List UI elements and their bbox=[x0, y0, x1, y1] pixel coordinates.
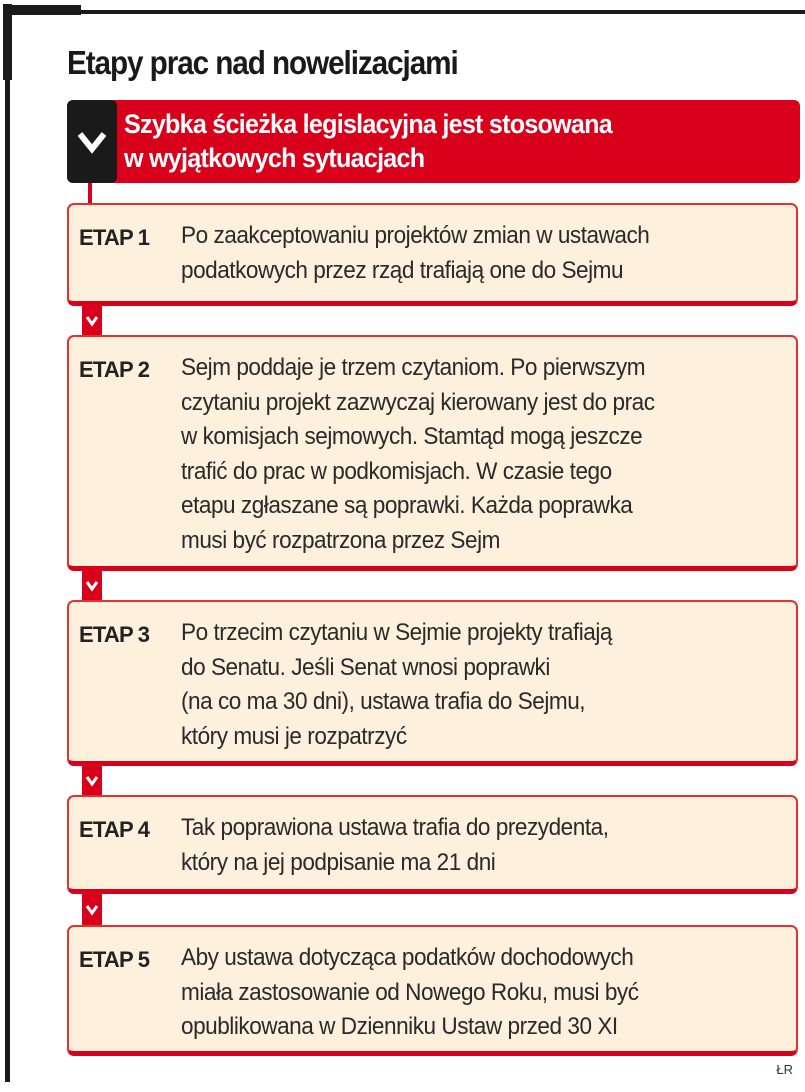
stage-text-line: do Senatu. Jeśli Senat wnosi poprawki bbox=[181, 653, 550, 681]
banner-line: w wyjątkowych sytuacjach bbox=[124, 143, 425, 173]
stage-text bbox=[181, 616, 640, 754]
stage-text-line: podatkowych przez rząd trafiają one do Sejmu bbox=[181, 256, 624, 284]
fast-track-banner bbox=[67, 100, 800, 183]
banner-text bbox=[124, 107, 612, 175]
chevron-down-icon bbox=[85, 315, 99, 327]
chevron-down-icon bbox=[85, 904, 99, 916]
stage-text-line: etapu zgłaszane są poprawki. Każda poprawka bbox=[181, 492, 633, 519]
stage-text-line: miała zastosowanie od Nowego Roku, musi być bbox=[181, 978, 639, 1006]
frame-corner-horizontal bbox=[3, 5, 81, 15]
stage-box bbox=[67, 600, 798, 766]
stage-text bbox=[181, 351, 685, 558]
stage-text-line: czytaniu projekt zazwyczaj kierowany jest do prac bbox=[181, 388, 655, 416]
banner-tab bbox=[67, 100, 117, 183]
stage-text bbox=[181, 219, 679, 288]
stage-text-line: Tak poprawiona ustawa trafia do prezydenta, bbox=[181, 814, 609, 841]
frame-horizontal-line bbox=[5, 10, 805, 14]
stage-text-line: trafić do prac w podkomisjach. W czasie tego bbox=[181, 457, 612, 485]
stage-box bbox=[67, 335, 798, 571]
author-credit: ŁR bbox=[776, 1062, 793, 1077]
stage-text-line: Po trzecim czytaniu w Sejmie projekty trafiają bbox=[181, 619, 612, 646]
frame-vertical-line bbox=[5, 6, 10, 1082]
stage-connector-chevron bbox=[82, 892, 102, 927]
stage-label: ETAP 2 bbox=[79, 357, 150, 382]
stage-label: ETAP 4 bbox=[79, 817, 150, 842]
stage-label: ETAP 1 bbox=[79, 225, 150, 250]
stage-box bbox=[67, 925, 798, 1056]
frame-corner-vertical bbox=[3, 4, 12, 80]
chevron-down-icon bbox=[77, 130, 107, 154]
chevron-down-icon bbox=[85, 580, 99, 592]
banner-line: Szybka ścieżka legislacyjna jest stosowana bbox=[124, 109, 612, 139]
chevron-down-icon bbox=[85, 775, 99, 787]
stage-text-line: Po zaakceptowaniu projektów zmian w ustawach bbox=[181, 222, 650, 249]
stage-label: ETAP 3 bbox=[79, 622, 150, 647]
stage-text-line: Aby ustawa dotycząca podatków dochodowych bbox=[181, 944, 634, 971]
stage-text-line: opublikowana w Dzienniku Ustaw przed 30 XI bbox=[181, 1013, 618, 1040]
stage-text-line: który na jej podpisanie ma 21 dni bbox=[181, 848, 496, 876]
stage-connector-chevron bbox=[82, 569, 102, 602]
stage-text-line: w komisjach sejmowych. Stamtąd mogą jeszcze bbox=[181, 423, 643, 450]
stage-text bbox=[181, 941, 668, 1045]
stage-label: ETAP 5 bbox=[79, 947, 150, 972]
connector-line bbox=[88, 183, 92, 203]
stage-box bbox=[67, 795, 798, 894]
stage-connector-chevron bbox=[82, 304, 102, 337]
stage-text bbox=[181, 811, 636, 880]
stage-text-line: Sejm poddaje je trzem czytaniom. Po pierwszym bbox=[181, 354, 646, 381]
stage-text-line: który musi je rozpatrzyć bbox=[181, 722, 407, 750]
stage-text-line: (na co ma 30 dni), ustawa trafia do Sejmu, bbox=[181, 688, 586, 715]
stage-connector-chevron bbox=[82, 764, 102, 797]
stage-text-line: musi być rozpatrzona przez Sejm bbox=[181, 526, 500, 554]
stage-box bbox=[67, 203, 798, 306]
page-title: Etapy prac nad nowelizacjami bbox=[67, 44, 458, 81]
